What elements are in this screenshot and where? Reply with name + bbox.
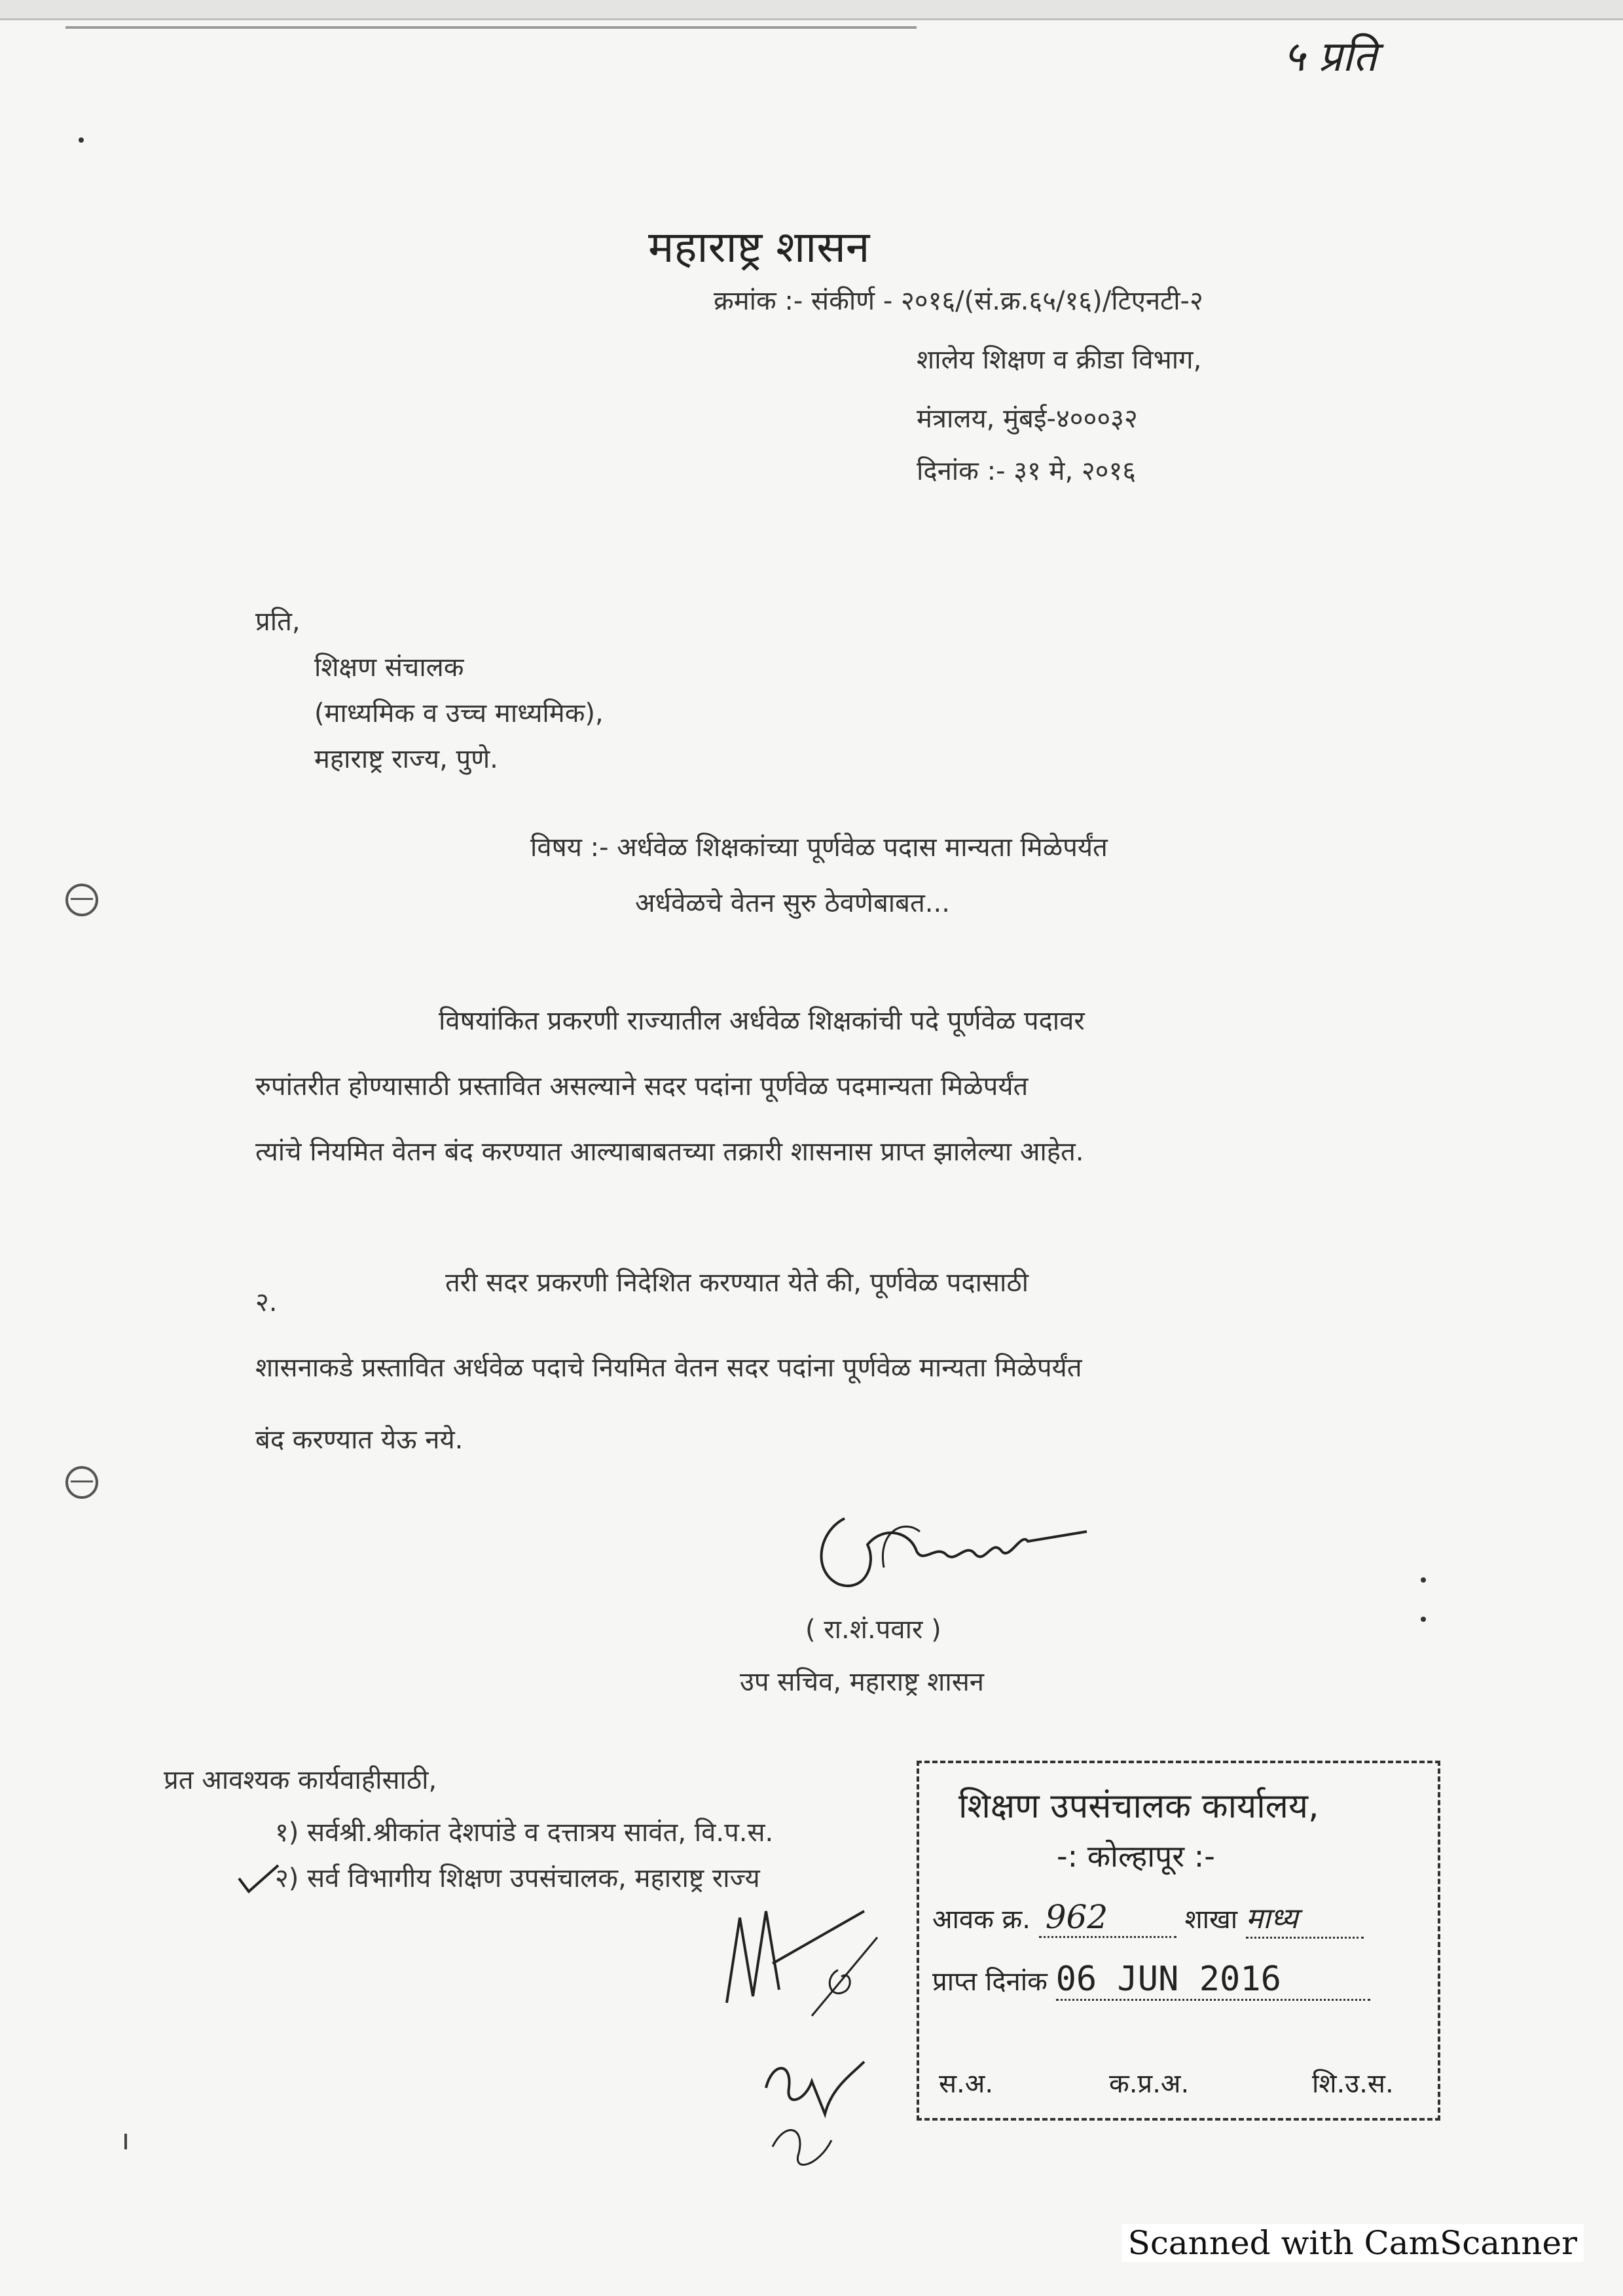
stamp-inward-label: आवक क्र. xyxy=(932,1905,1030,1935)
stamp-received-date: 06 JUN 2016 xyxy=(1056,1960,1370,2001)
handwritten-initials-2 xyxy=(753,2036,871,2179)
tick-mark xyxy=(236,1859,282,1898)
recipient-line-2: (माध्यमिक व उच्च माध्यमिक), xyxy=(314,698,604,728)
stamp-branch-value: माध्य xyxy=(1246,1897,1364,1939)
department-name: शालेय शिक्षण व क्रीडा विभाग, xyxy=(917,345,1202,375)
stamp-city: -: कोल्हापूर :- xyxy=(1057,1839,1215,1874)
corner-note: ५ प्रति xyxy=(1283,33,1377,81)
scan-page-edge-line xyxy=(65,26,917,29)
body-paragraph-2-line-2: शासनाकडे प्रस्तावित अर्धवेळ पदाचे नियमित वेतन सदर पदांना पूर्णवेळ मान्यता मिळेपर्यंत xyxy=(255,1353,1082,1383)
body-paragraph-2-number: २. xyxy=(255,1287,278,1318)
binder-hole-bottom xyxy=(65,1466,98,1499)
stamp-col-2: क.प्र.अ. xyxy=(1109,2069,1190,2099)
stamp-col-3: शि.उ.स. xyxy=(1312,2069,1394,2099)
signature-mark xyxy=(805,1492,1093,1604)
letter-date: दिनांक :- ३१ मे, २०१६ xyxy=(917,456,1137,486)
signatory-designation: उप सचिव, महाराष्ट्र शासन xyxy=(740,1667,984,1697)
scan-speck xyxy=(1421,1577,1426,1583)
stamp-inward-number: 962 xyxy=(1039,1898,1176,1938)
scan-speck xyxy=(124,2134,127,2149)
handwritten-initials-1 xyxy=(714,1898,884,2022)
inward-stamp xyxy=(917,1761,1440,2121)
recipient-line-3: महाराष्ट्र राज्य, पुणे. xyxy=(314,744,498,774)
stamp-office-name: शिक्षण उपसंचालक कार्यालय, xyxy=(958,1787,1319,1826)
copy-to-heading: प्रत आवश्यक कार्यवाहीसाठी, xyxy=(164,1765,437,1795)
signatory-name: ( रा.शं.पवार ) xyxy=(805,1615,941,1645)
subject-line-2: अर्धवेळचे वेतन सुरु ठेवणेबाबत... xyxy=(635,888,950,918)
stamp-received-row xyxy=(932,1960,1370,2001)
body-paragraph-1-line-1: विषयांकित प्रकरणी राज्यातील अर्धवेळ शिक्षकांची पदे पूर्णवेळ पदावर xyxy=(439,1006,1085,1036)
scan-page-edge xyxy=(0,0,1623,20)
body-paragraph-1-line-3: त्यांचे नियमित वेतन बंद करण्यात आल्याबाबतच्या तक्रारी शासनास प्राप्त झालेल्या आहेत. xyxy=(255,1137,1084,1167)
stamp-branch-label: शाखा xyxy=(1184,1905,1238,1935)
body-paragraph-1-line-2: रुपांतरीत होण्यासाठी प्रस्तावित असल्याने सदर पदांना पूर्णवेळ पदमान्यता मिळेपर्यंत xyxy=(255,1071,1029,1102)
body-paragraph-2-line-1: तरी सदर प्रकरणी निदेशित करण्यात येते की, पूर्णवेळ पदासाठी xyxy=(445,1268,1029,1298)
copy-to-item-1: १) सर्वश्री.श्रीकांत देशपांडे व दत्तात्रय सावंत, वि.प.स. xyxy=(275,1818,774,1848)
recipient-line-1: शिक्षण संचालक xyxy=(314,653,464,683)
body-paragraph-2-line-3: बंद करण्यात येऊ नये. xyxy=(255,1425,464,1455)
recipient-prefix: प्रति, xyxy=(255,607,301,637)
scan-speck xyxy=(79,137,84,143)
stamp-inward-row xyxy=(932,1897,1364,1939)
subject-line-1: विषय :- अर्धवेळ शिक्षकांच्या पूर्णवेळ पदास मान्यता मिळेपर्यंत xyxy=(530,833,1108,863)
stamp-received-label: प्राप्त दिनांक xyxy=(932,1967,1048,1997)
page-title: महाराष्ट्र शासन xyxy=(648,222,870,272)
reference-number: क्रमांक :- संकीर्ण - २०१६/(सं.क्र.६५/१६)/टिएनटी-२ xyxy=(714,286,1203,316)
scan-speck xyxy=(1421,1617,1426,1622)
stamp-col-1: स.अ. xyxy=(939,2069,994,2099)
office-address: मंत्रालय, मुंबई-४०००३२ xyxy=(917,404,1138,434)
copy-to-item-2: २) सर्व विभागीय शिक्षण उपसंचालक, महाराष्ट्र राज्य xyxy=(275,1863,760,1893)
binder-hole-top xyxy=(65,884,98,916)
scanner-watermark: Scanned with CamScanner xyxy=(1122,2224,1584,2262)
